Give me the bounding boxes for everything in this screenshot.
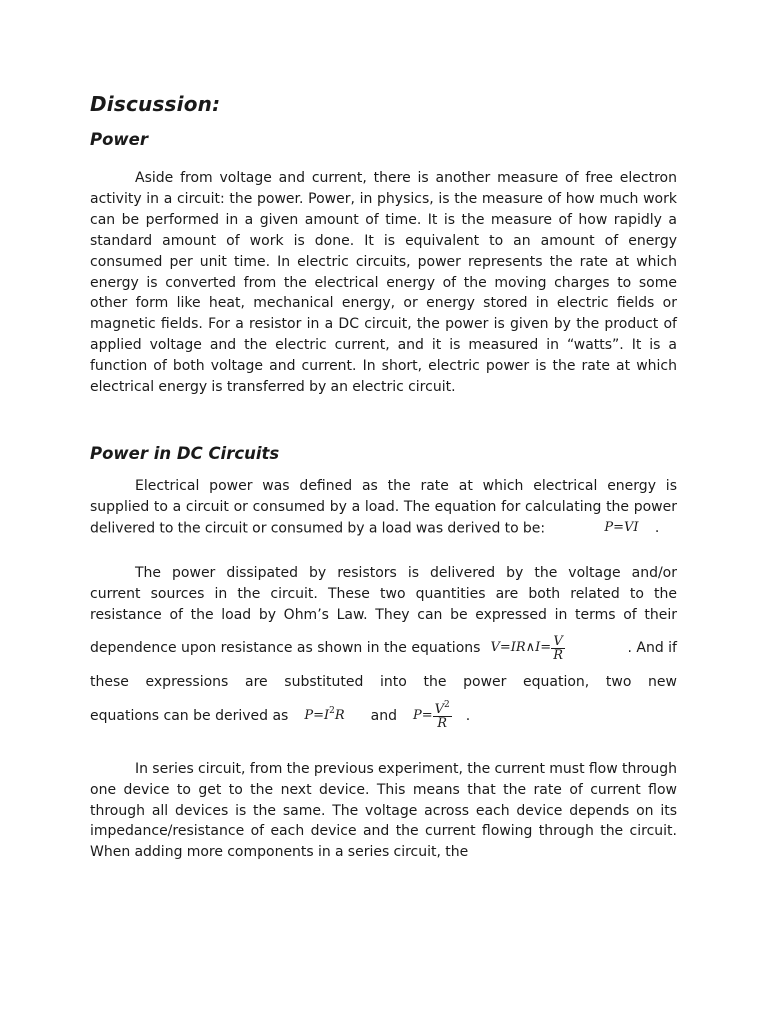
fraction-numerator: V xyxy=(553,634,563,650)
dc-eq1-period: . xyxy=(654,520,660,537)
dc-paragraph-2-line-2: current sources in the circuit. These two quantities are both related to the xyxy=(90,586,677,603)
eq4-left: P= xyxy=(412,708,433,724)
discussion-heading: Discussion: xyxy=(90,92,221,116)
equation-p-equals-v-squared-over-r xyxy=(412,700,452,732)
power-heading: Power xyxy=(90,130,148,149)
eq3-exponent: 2 xyxy=(329,706,335,717)
dc-eq-line-text: dependence upon resistance as shown in the equations xyxy=(90,640,481,657)
dc-paragraph-2-line-3: resistance of the load by Ohm’s Law. They can be expressed in terms of their xyxy=(90,606,677,623)
fraction-denominator: R xyxy=(437,716,448,732)
and-word: and xyxy=(370,708,397,725)
series-paragraph: In series circuit, from the previous experiment, the current must flow through one device to get to the next device. This means that the rate of current flow through all devices is the same. The voltage across each device depends on its impedance/resistance of each device and the current flowing through the circuit. When adding more components in a series circuit, the xyxy=(90,760,677,861)
document-page xyxy=(90,90,677,863)
eq4-exponent: 2 xyxy=(444,700,450,711)
fraction-numerator xyxy=(433,700,452,718)
power-paragraph: Aside from voltage and current, there is another measure of free electron activity in a circuit: the power. Power, in physics, is the measure of how much work can be performed in a given amount of time. It is the measure of how rapidly a standard amount of work is done. It is equivalent to an amount of energy consumed per unit time. In electric circuits, power represents the rate at which energy is converted from the electrical energy of the moving charges to some other form like heat, mechanical energy, or energy stored in electric fields or magnetic fields. For a resistor in a DC circuit, the power is given by the product of applied voltage and the electric current, and it is measured in “watts”. It is a function of both voltage and current. In short, electric power is the rate at which electrical energy is transferred by an electric circuit. xyxy=(90,170,677,396)
dc-paragraph-2-line-1: The power dissipated by resistors is delivered by the voltage and/or xyxy=(135,565,677,582)
dc-paragraph-1-text: Electrical power was defined as the rate at which electrical energy is supplied to a circuit or consumed by a load. The equation for calculating the power delivered to the circuit or consumed by a load was derived to be: xyxy=(90,477,677,537)
dc-eq-line2-text: equations can be derived as xyxy=(90,708,289,725)
equation-p-equals-i-squared-r xyxy=(304,706,344,727)
equation-ohms-law xyxy=(490,635,565,662)
dc-paragraph-2-equation-line-2 xyxy=(90,699,677,735)
fraction-denominator: R xyxy=(553,648,563,664)
fraction-v-squared-over-r xyxy=(433,700,452,732)
fraction-v-over-r xyxy=(551,635,565,662)
dc-paragraph-2-equation-line xyxy=(90,633,677,665)
dc-paragraph-2-line-5: these expressions are substituted into the power equation, two new xyxy=(90,673,677,690)
dc-eq-line2-period: . xyxy=(465,708,471,725)
eq4-num: V xyxy=(434,702,445,718)
equation-ohms-law-left: V=IR∧I= xyxy=(490,640,552,656)
dc-circuits-heading: Power in DC Circuits xyxy=(90,443,280,463)
dc-paragraph-1 xyxy=(90,476,677,539)
equation-p-equals-vi: P=VI xyxy=(604,519,639,535)
dc-paragraph-2 xyxy=(90,563,677,735)
dc-eq-line-tail: . And if xyxy=(627,640,677,657)
eq3-tail: R xyxy=(334,708,345,724)
eq3-base: P=I xyxy=(304,708,330,724)
